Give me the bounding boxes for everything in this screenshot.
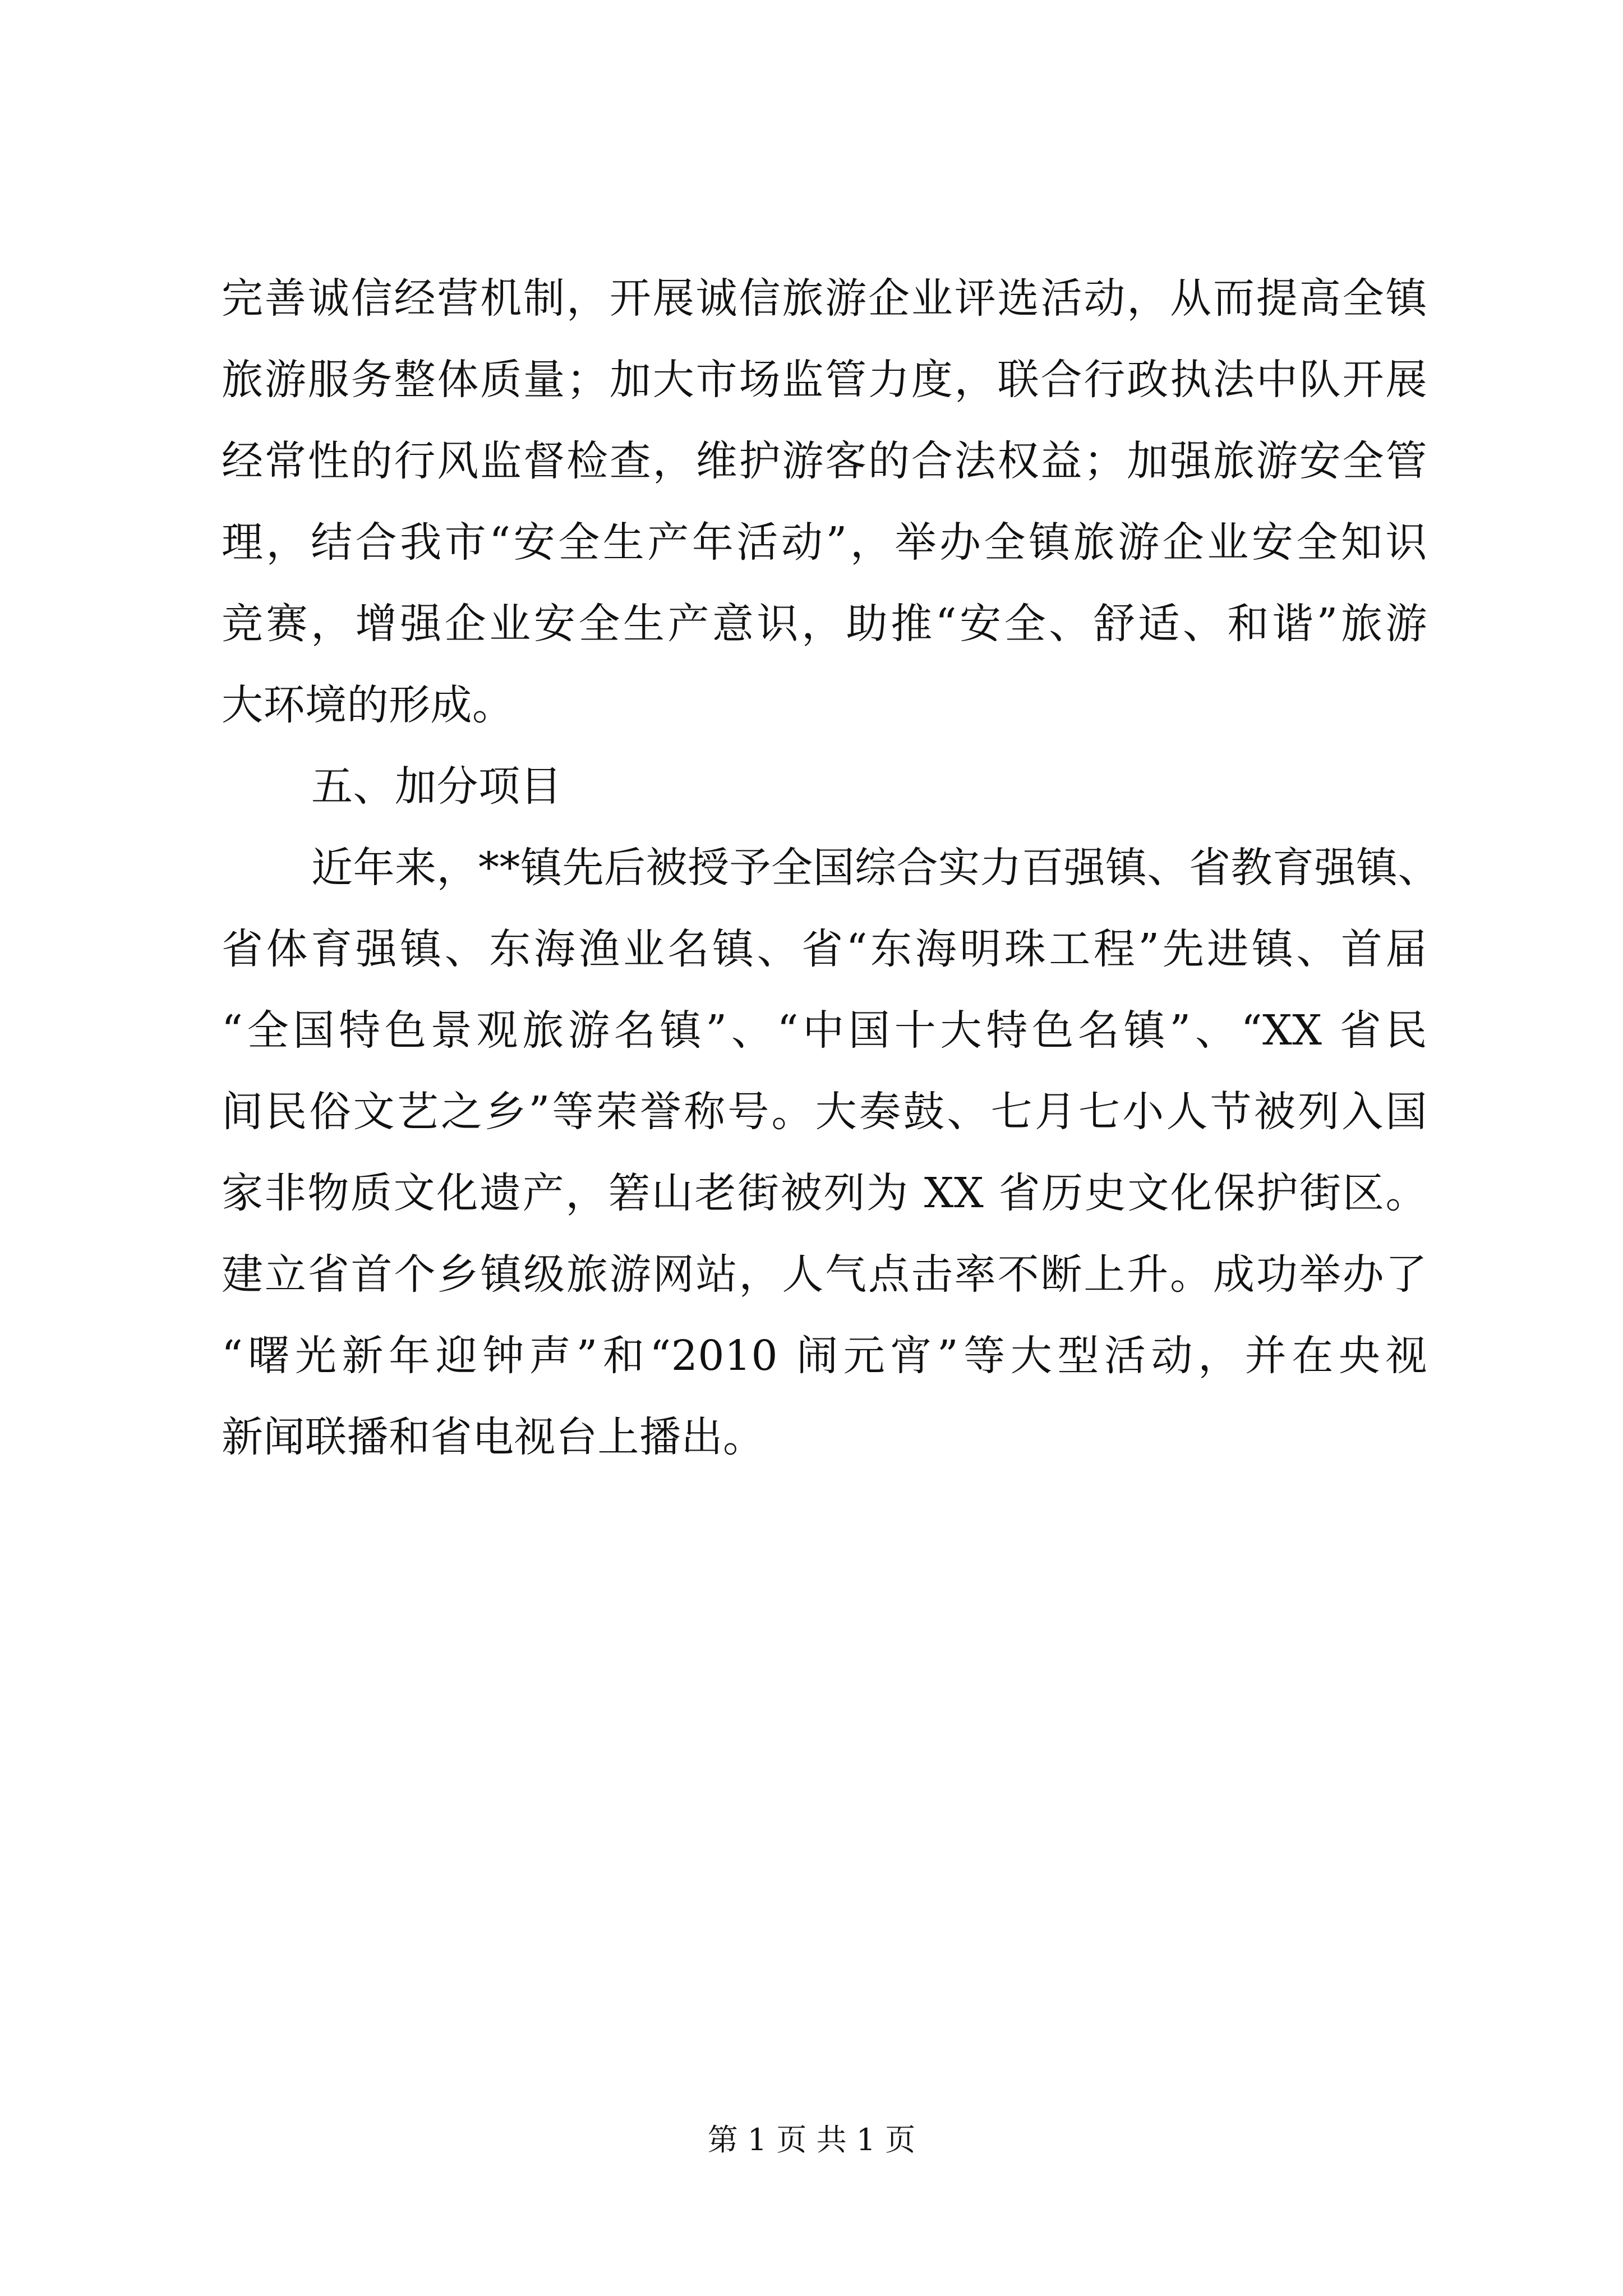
paragraph-line: 经常性的行风监督检查，维护游客的合法权益；加强旅游安全管 bbox=[222, 437, 1427, 485]
paragraph-line: 建立省首个乡镇级旅游网站，人气点击率不断上升。成功举办了 bbox=[222, 1250, 1427, 1299]
paragraph-line: 家非物质文化遗产，箬山老街被列为 XX 省历史文化保护街区。 bbox=[222, 1169, 1427, 1217]
paragraph-line: 完善诚信经营机制，开展诚信旅游企业评选活动，从而提高全镇 bbox=[222, 274, 1427, 323]
paragraph-line: “全国特色景观旅游名镇”、“中国十大特色名镇”、“XX 省民 bbox=[222, 1006, 1427, 1055]
paragraph-line: 旅游服务整体质量；加大市场监管力度，联合行政执法中队开展 bbox=[222, 356, 1427, 404]
paragraph-line: 省体育强镇、东海渔业名镇、省“东海明珠工程”先进镇、首届 bbox=[222, 925, 1427, 973]
paragraph-line: “曙光新年迎钟声”和“2010 闹元宵”等大型活动，并在央视 bbox=[222, 1332, 1427, 1380]
paragraph-line: 间民俗文艺之乡”等荣誉称号。大奏鼓、七月七小人节被列入国 bbox=[222, 1088, 1427, 1136]
document-body bbox=[222, 258, 1440, 1478]
paragraph-line: 大环境的形成。 bbox=[222, 681, 514, 729]
paragraph-line: 竞赛，增强企业安全生产意识，助推“安全、舒适、和谐”旅游 bbox=[222, 600, 1427, 648]
page-footer: 第 1 页 共 1 页 bbox=[707, 2122, 916, 2157]
paragraph-line: 新闻联播和省电视台上播出。 bbox=[222, 1413, 765, 1461]
paragraph-line: 近年来，**镇先后被授予全国综合实力百强镇、省教育强镇、 bbox=[311, 844, 1440, 892]
paragraph-line: 理，结合我市“安全生产年活动”，举办全镇旅游企业安全知识 bbox=[222, 518, 1427, 567]
section-heading: 五、加分项目 bbox=[311, 762, 562, 811]
